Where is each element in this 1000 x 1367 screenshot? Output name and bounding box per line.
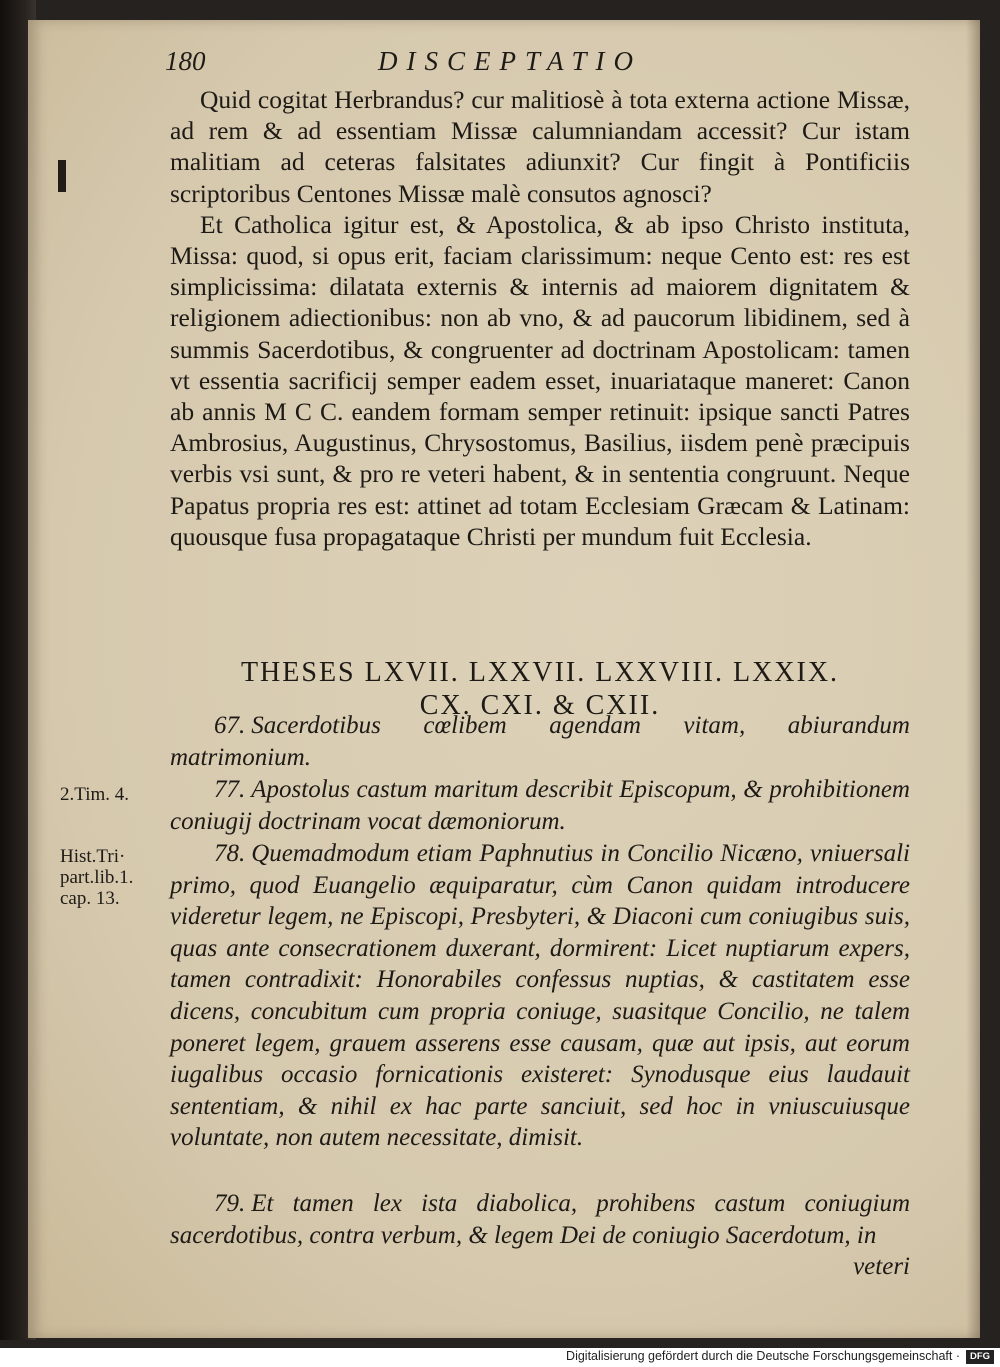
thesis-text: Et tamen lex ista diabolica, prohibens castum coniugium sacerdotibus, contra verbum, & legem Dei de coniugio Sacerdotum, in xyxy=(170,1190,910,1249)
margin-note-line: cap. 13. xyxy=(60,888,120,909)
body-text xyxy=(170,84,910,552)
margin-note-line: Hist.Tri· xyxy=(60,846,126,867)
margin-note-line: 2.Tim. 4. xyxy=(60,784,129,805)
page-edge-shadow xyxy=(966,20,980,1338)
thesis-number: 78. xyxy=(214,840,246,867)
running-title: DISCEPTATIO xyxy=(378,46,642,76)
paragraph: Quid cogitat Herbrandus? cur malitiosè à tota externa actione Missæ, ad rem & ad essentiam Missæ calumniandam accessit? Cur istam malitiam ad ceteras falsitates adiunxit? Cur fingit à Pontificiis scriptoribus Centones Missæ malè consutos agnosci? xyxy=(170,85,910,208)
dfg-logo: DFG xyxy=(966,1350,994,1364)
thesis-text: Quemadmodum etiam Paphnutius in Concilio Nicæno, vniuersali primo, quod Euangelio æquiparatur, cùm Canon quidam introducere videretur legem, ne Episcopi, Presbyteri, & Diaconi cum coniugibus suis, quas ante consecrationem duxerant, dormirent: Licet nuptiarum expers, tamen contradixit: Honorabiles confessus nuptias, & castitatem esse dicens, concubitum cum propria coniuge, suasitque Concilio, ne talem poneret legem, grauem asserens esse causam, quæ aut ipsis, aut eorum iugalibus occasio fornicationis existeret: Synodusque eius laudauit sententiam, & nihil ex hac parte sanciuit, sed hoc in vniuscuiusque voluntate, non autem necessitate, dimisit. xyxy=(170,840,910,1152)
thesis-77 xyxy=(170,774,910,837)
thesis-number: 67. xyxy=(214,712,246,739)
thesis-67 xyxy=(170,710,910,773)
footer-bar xyxy=(0,1348,1000,1367)
gutter-mark xyxy=(58,160,66,192)
thesis-number: 77. xyxy=(214,776,246,803)
margin-note xyxy=(60,784,129,805)
funding-credit: Digitalisierung gefördert durch die Deutsche Forschungsgemeinschaft · xyxy=(566,1349,960,1363)
thesis-text: Sacerdotibus cœlibem agendam vitam, abiurandum matrimonium. xyxy=(170,712,910,771)
thesis-text: Apostolus castum maritum describit Episcopum, & prohibitionem coniugij doctrinam vocat dæmoniorum. xyxy=(170,776,910,835)
theses-heading-line: THESES LXVII. LXXVII. LXXVIII. LXXIX. xyxy=(240,657,840,688)
margin-note-line: part.lib.1. xyxy=(60,867,134,888)
thesis-79 xyxy=(170,1188,910,1283)
page-number: 180 xyxy=(165,46,206,76)
book-page xyxy=(28,20,980,1338)
margin-note xyxy=(60,846,133,909)
paragraph: Et Catholica igitur est, & Apostolica, & ab ipso Christo instituta, Missa: quod, si opus erit, faciam clarissimum: neque Cento est: res est simplicissima: dilatata externis & internis ad maiorem dignitatem & religionem adiectionibus: non ab vno, & ad paucorum libidinem, sed à summis Sacerdotibus, & congruenter ad doctrinam Apostolicam: tamen vt essentia sacrificij semper eadem esset, inuariataque maneret: Canon ab annis M C C. eandem formam semper retinuit: ipsique sancti Patres Ambrosius, Augustinus, Chrysostomus, Basilius, iisdem penè præcipuis verbis vsi sunt, & pro re veteri habent, & in sententia congruunt. Neque Papatus propria res est: attinet ad totam Ecclesiam Græcam & Latinam: quousque fusa propagataque Christi per mundum fuit Ecclesia. xyxy=(170,209,910,551)
thesis-78 xyxy=(170,838,910,1154)
thesis-number: 79. xyxy=(214,1190,246,1217)
theses-heading-line: CX. CXI. & CXII. xyxy=(419,690,661,721)
catchword: veteri xyxy=(853,1253,910,1281)
